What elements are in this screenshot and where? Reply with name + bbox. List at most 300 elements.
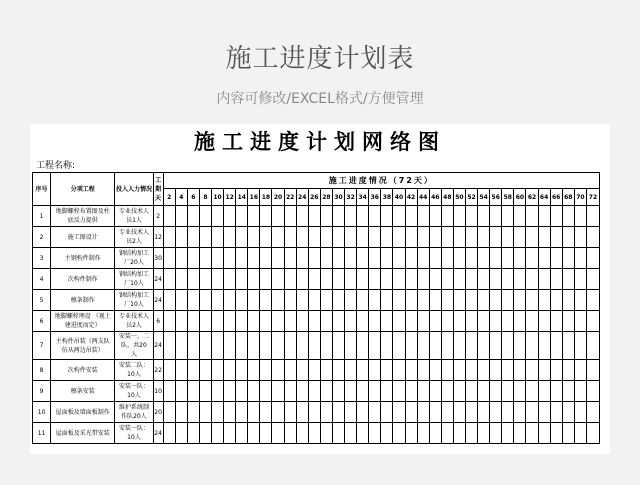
progress-cell (526, 360, 538, 381)
progress-cell (465, 402, 477, 423)
progress-cell (357, 423, 369, 444)
progress-cell (320, 290, 332, 311)
row-task: 檩条制作 (51, 290, 115, 311)
progress-cell (502, 311, 514, 332)
progress-cell (187, 269, 199, 290)
progress-cell (345, 423, 357, 444)
row-staff: 钢结构加工厂10人 (115, 290, 153, 311)
progress-cell (320, 311, 332, 332)
row-task: 地脚螺栓埋设 （视土建进度而定） (51, 311, 115, 332)
progress-cell (405, 423, 417, 444)
progress-cell (417, 360, 429, 381)
progress-cell (550, 360, 562, 381)
progress-cell (538, 227, 550, 248)
progress-cell (381, 423, 393, 444)
progress-cell (441, 332, 453, 360)
table-row (33, 360, 600, 381)
progress-cell (187, 381, 199, 402)
progress-cell (441, 206, 453, 227)
progress-cell (586, 248, 599, 269)
row-seq: 6 (33, 311, 51, 332)
progress-cell (357, 269, 369, 290)
progress-cell (284, 269, 296, 290)
progress-cell (296, 402, 308, 423)
progress-cell (441, 381, 453, 402)
progress-cell (381, 227, 393, 248)
row-staff: 安装一队：10人 (115, 381, 153, 402)
progress-cell (514, 269, 526, 290)
progress-cell (320, 269, 332, 290)
progress-cell (236, 248, 248, 269)
progress-cell (357, 227, 369, 248)
progress-cell (332, 402, 344, 423)
progress-cell (187, 227, 199, 248)
row-staff: 专业技术人员2人 (115, 311, 153, 332)
progress-cell (429, 269, 441, 290)
progress-cell (478, 269, 490, 290)
progress-cell (405, 248, 417, 269)
progress-cell (429, 381, 441, 402)
progress-cell (586, 269, 599, 290)
progress-cell (248, 423, 260, 444)
progress-cell (260, 423, 272, 444)
day-header: 4 (175, 189, 187, 206)
day-header: 32 (345, 189, 357, 206)
progress-cell (538, 402, 550, 423)
progress-cell (417, 290, 429, 311)
progress-cell (465, 206, 477, 227)
progress-cell (332, 227, 344, 248)
progress-cell (441, 227, 453, 248)
progress-cell (562, 381, 574, 402)
progress-cell (490, 360, 502, 381)
progress-cell (284, 381, 296, 402)
progress-cell (187, 332, 199, 360)
progress-cell (441, 360, 453, 381)
progress-cell (465, 248, 477, 269)
progress-cell (320, 227, 332, 248)
progress-cell (550, 248, 562, 269)
progress-cell (574, 360, 586, 381)
progress-cell (175, 290, 187, 311)
row-task: 次构件制作 (51, 269, 115, 290)
row-seq: 4 (33, 269, 51, 290)
progress-cell (248, 269, 260, 290)
progress-cell (526, 269, 538, 290)
progress-cell (212, 290, 224, 311)
progress-cell (369, 290, 381, 311)
progress-cell (187, 423, 199, 444)
table-row (33, 227, 600, 248)
progress-cell (514, 311, 526, 332)
progress-cell (550, 402, 562, 423)
progress-cell (357, 290, 369, 311)
progress-cell (212, 402, 224, 423)
progress-cell (562, 248, 574, 269)
progress-cell (332, 311, 344, 332)
progress-cell (308, 269, 320, 290)
page-subtitle: 内容可修改/EXCEL格式/方便管理 (216, 91, 424, 107)
progress-cell (345, 269, 357, 290)
progress-cell (405, 227, 417, 248)
progress-cell (345, 290, 357, 311)
progress-cell (187, 206, 199, 227)
progress-cell (550, 311, 562, 332)
table-row (33, 206, 600, 227)
progress-cell (260, 381, 272, 402)
progress-cell (453, 206, 465, 227)
progress-cell (538, 206, 550, 227)
day-header: 36 (369, 189, 381, 206)
progress-cell (284, 206, 296, 227)
progress-cell (429, 206, 441, 227)
progress-cell (296, 248, 308, 269)
progress-cell (490, 206, 502, 227)
progress-cell (248, 290, 260, 311)
progress-cell (236, 381, 248, 402)
progress-cell (187, 402, 199, 423)
day-header: 56 (490, 189, 502, 206)
progress-cell (199, 269, 211, 290)
day-header: 54 (478, 189, 490, 206)
progress-cell (224, 311, 236, 332)
progress-cell (417, 423, 429, 444)
progress-cell (199, 311, 211, 332)
row-staff: 钢结构加工厂20人 (115, 248, 153, 269)
progress-cell (163, 360, 175, 381)
progress-cell (514, 423, 526, 444)
progress-cell (538, 248, 550, 269)
day-header: 24 (296, 189, 308, 206)
progress-cell (417, 381, 429, 402)
progress-cell (248, 360, 260, 381)
progress-cell (308, 248, 320, 269)
progress-cell (490, 227, 502, 248)
progress-cell (393, 248, 405, 269)
progress-cell (429, 227, 441, 248)
row-workdays: 24 (153, 332, 163, 360)
progress-cell (586, 311, 599, 332)
progress-cell (417, 269, 429, 290)
row-seq: 9 (33, 381, 51, 402)
progress-cell (562, 269, 574, 290)
progress-cell (514, 332, 526, 360)
progress-cell (163, 332, 175, 360)
progress-cell (296, 381, 308, 402)
progress-cell (308, 402, 320, 423)
progress-cell (586, 402, 599, 423)
progress-cell (284, 311, 296, 332)
progress-cell (453, 423, 465, 444)
progress-cell (381, 269, 393, 290)
progress-cell (393, 206, 405, 227)
day-header: 2 (163, 189, 175, 206)
progress-cell (369, 381, 381, 402)
progress-cell (272, 332, 284, 360)
row-staff: 维护系统制作队20人 (115, 402, 153, 423)
progress-cell (332, 360, 344, 381)
progress-cell (236, 311, 248, 332)
row-workdays: 6 (153, 311, 163, 332)
day-header: 66 (550, 189, 562, 206)
progress-cell (345, 402, 357, 423)
progress-cell (441, 423, 453, 444)
progress-cell (429, 423, 441, 444)
day-header: 48 (441, 189, 453, 206)
progress-cell (562, 311, 574, 332)
day-header: 10 (212, 189, 224, 206)
progress-cell (332, 269, 344, 290)
day-header: 68 (562, 189, 574, 206)
progress-cell (502, 227, 514, 248)
progress-cell (369, 402, 381, 423)
progress-cell (236, 269, 248, 290)
progress-cell (538, 360, 550, 381)
progress-cell (514, 227, 526, 248)
progress-cell (393, 269, 405, 290)
progress-cell (562, 423, 574, 444)
progress-cell (236, 227, 248, 248)
progress-cell (224, 381, 236, 402)
progress-cell (212, 381, 224, 402)
progress-cell (393, 332, 405, 360)
row-workdays: 2 (153, 206, 163, 227)
progress-cell (465, 290, 477, 311)
table-row (33, 402, 600, 423)
progress-cell (175, 269, 187, 290)
row-seq: 8 (33, 360, 51, 381)
progress-cell (538, 381, 550, 402)
day-header: 40 (393, 189, 405, 206)
progress-cell (586, 290, 599, 311)
progress-cell (478, 206, 490, 227)
progress-cell (248, 332, 260, 360)
progress-cell (490, 332, 502, 360)
progress-cell (248, 227, 260, 248)
progress-cell (550, 290, 562, 311)
progress-cell (478, 227, 490, 248)
progress-cell (224, 360, 236, 381)
progress-cell (453, 360, 465, 381)
progress-cell (248, 206, 260, 227)
day-header: 72 (586, 189, 599, 206)
row-workdays: 24 (153, 423, 163, 444)
progress-cell (453, 227, 465, 248)
progress-cell (320, 423, 332, 444)
progress-cell (538, 290, 550, 311)
progress-cell (236, 206, 248, 227)
progress-cell (175, 248, 187, 269)
progress-cell (586, 332, 599, 360)
progress-cell (248, 402, 260, 423)
row-seq: 11 (33, 423, 51, 444)
progress-cell (163, 269, 175, 290)
progress-cell (478, 290, 490, 311)
progress-cell (478, 311, 490, 332)
progress-cell (369, 423, 381, 444)
progress-cell (320, 402, 332, 423)
day-header: 46 (429, 189, 441, 206)
day-header: 14 (236, 189, 248, 206)
progress-cell (308, 227, 320, 248)
progress-cell (345, 206, 357, 227)
progress-cell (574, 381, 586, 402)
table-row (33, 269, 600, 290)
progress-cell (199, 423, 211, 444)
progress-cell (272, 423, 284, 444)
row-workdays: 12 (153, 227, 163, 248)
progress-cell (562, 227, 574, 248)
day-header: 20 (272, 189, 284, 206)
row-task: 主钢构件制作 (51, 248, 115, 269)
progress-cell (272, 290, 284, 311)
progress-cell (260, 332, 272, 360)
row-seq: 10 (33, 402, 51, 423)
progress-cell (308, 311, 320, 332)
progress-cell (429, 360, 441, 381)
progress-cell (369, 360, 381, 381)
progress-cell (175, 423, 187, 444)
progress-cell (332, 423, 344, 444)
day-header: 28 (320, 189, 332, 206)
progress-cell (453, 402, 465, 423)
progress-cell (502, 290, 514, 311)
progress-cell (453, 290, 465, 311)
progress-cell (490, 381, 502, 402)
row-task: 檩条安装 (51, 381, 115, 402)
progress-cell (175, 206, 187, 227)
progress-cell (212, 360, 224, 381)
progress-cell (357, 206, 369, 227)
progress-cell (332, 332, 344, 360)
progress-cell (199, 360, 211, 381)
progress-cell (586, 227, 599, 248)
progress-cell (490, 311, 502, 332)
progress-cell (163, 248, 175, 269)
progress-cell (417, 311, 429, 332)
progress-cell (345, 360, 357, 381)
progress-cell (308, 423, 320, 444)
progress-cell (175, 311, 187, 332)
progress-cell (441, 269, 453, 290)
day-header: 34 (357, 189, 369, 206)
progress-cell (163, 423, 175, 444)
progress-cell (478, 332, 490, 360)
progress-cell (199, 381, 211, 402)
day-header: 22 (284, 189, 296, 206)
progress-cell (369, 269, 381, 290)
progress-cell (260, 248, 272, 269)
progress-cell (405, 311, 417, 332)
row-staff: 专业技术人员1人 (115, 206, 153, 227)
progress-cell (345, 227, 357, 248)
progress-cell (284, 360, 296, 381)
progress-cell (514, 248, 526, 269)
progress-cell (526, 227, 538, 248)
progress-cell (429, 311, 441, 332)
progress-cell (260, 227, 272, 248)
progress-cell (248, 381, 260, 402)
progress-cell (236, 332, 248, 360)
progress-cell (574, 206, 586, 227)
row-task: 地脚螺栓布置图及柱底反力提供 (51, 206, 115, 227)
progress-cell (526, 381, 538, 402)
progress-cell (502, 248, 514, 269)
progress-cell (272, 269, 284, 290)
project-name-label: 工程名称: (36, 161, 76, 171)
progress-cell (175, 402, 187, 423)
progress-cell (272, 360, 284, 381)
progress-cell (260, 360, 272, 381)
progress-cell (212, 332, 224, 360)
progress-cell (550, 227, 562, 248)
progress-cell (514, 206, 526, 227)
progress-cell (502, 269, 514, 290)
progress-cell (429, 402, 441, 423)
progress-cell (357, 332, 369, 360)
progress-cell (586, 381, 599, 402)
progress-cell (284, 227, 296, 248)
col-header-staff: 投入人力情况 (115, 173, 153, 206)
progress-cell (453, 381, 465, 402)
row-staff: 安装二队：10人 (115, 360, 153, 381)
progress-cell (320, 248, 332, 269)
progress-cell (284, 248, 296, 269)
progress-cell (381, 402, 393, 423)
progress-cell (393, 311, 405, 332)
row-workdays: 20 (153, 402, 163, 423)
progress-cell (308, 381, 320, 402)
progress-cell (212, 269, 224, 290)
progress-cell (212, 311, 224, 332)
progress-cell (308, 332, 320, 360)
day-header: 70 (574, 189, 586, 206)
progress-cell (163, 311, 175, 332)
day-header: 60 (514, 189, 526, 206)
progress-cell (332, 381, 344, 402)
day-header: 16 (248, 189, 260, 206)
progress-cell (236, 290, 248, 311)
progress-cell (163, 402, 175, 423)
day-header: 38 (381, 189, 393, 206)
progress-cell (514, 360, 526, 381)
progress-cell (478, 248, 490, 269)
progress-cell (320, 360, 332, 381)
progress-cell (369, 332, 381, 360)
row-staff: 钢结构加工厂10人 (115, 269, 153, 290)
row-staff: 安装一队：10人 (115, 423, 153, 444)
progress-cell (465, 423, 477, 444)
progress-cell (272, 311, 284, 332)
progress-cell (212, 248, 224, 269)
progress-cell (332, 206, 344, 227)
progress-cell (514, 402, 526, 423)
progress-cell (187, 360, 199, 381)
progress-cell (405, 206, 417, 227)
progress-cell (332, 248, 344, 269)
row-task: 次构件安装 (51, 360, 115, 381)
progress-cell (272, 206, 284, 227)
row-task: 屋面板及墙面板制作 (51, 402, 115, 423)
progress-cell (514, 290, 526, 311)
progress-cell (187, 290, 199, 311)
day-header: 26 (308, 189, 320, 206)
progress-cell (550, 381, 562, 402)
progress-cell (175, 360, 187, 381)
progress-cell (417, 227, 429, 248)
table-row (33, 311, 600, 332)
row-workdays: 24 (153, 269, 163, 290)
